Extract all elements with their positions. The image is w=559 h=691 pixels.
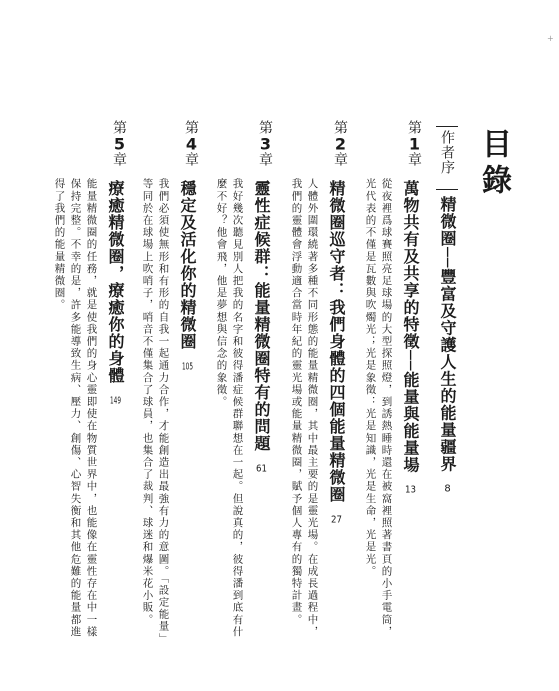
chapter-2-label: 第2章 xyxy=(332,120,348,168)
chapter-5-page-number: 149 xyxy=(110,396,121,406)
chapter-1-page-number: 13 xyxy=(405,485,416,496)
chapter-2-desc-line-2: 我們的靈體會浮動適合當時年紀的靈光場或能量精微圈，賦予個人專有的獨特計畫。 xyxy=(290,178,303,626)
chapter-4-desc-line-2: 等同於在球場上吹哨子，哨音不僅集合了球員，也集合了裁判、球迷和爆米花小販。 xyxy=(141,178,154,626)
chapter-2-title[interactable] xyxy=(328,180,344,525)
preface-title-text: 精微圈──豐富及守護人生的能量疆界 xyxy=(438,196,457,473)
chapter-5-label: 第5章 xyxy=(111,120,127,168)
chapter-5-title-text: 療癒精微圈，療癒你的身體 xyxy=(106,180,125,384)
chapter-2-title-text: 精微圈巡守者：我們身體的四個能量精微圈 xyxy=(327,180,346,503)
chapter-1-desc-line-1: 從夜裡爲球賽照亮足球場的大型探照燈，到誘熱睡時還在被窩裡照著書頁的小手電筒， xyxy=(380,178,393,638)
chapter-3-page-number: 61 xyxy=(256,464,267,474)
chapter-5-desc-line-3: 得了我們的能量精微圈。 xyxy=(53,178,66,312)
chapter-4-desc-line-1: 我們必須使無形和有形的自我一起通力合作，才能創造出最強有力的意圖。「設定能量」 xyxy=(157,178,170,645)
preface-page-number: 8 xyxy=(444,484,451,495)
chapter-1-title[interactable] xyxy=(402,180,418,495)
chapter-5-desc-line-2: 保持完整。不幸的是，許多能導致生病、壓力、創傷、心智失衡和其他危難的能量都進 xyxy=(69,178,82,638)
chapter-1-desc-line-2: 光代表的不僅是瓦數與吹燭光；光是象徵：光是知識，光是生命，光是光。 xyxy=(364,178,377,578)
chapter-4-title-text: 穩定及活化你的精微圈 xyxy=(178,180,197,350)
chapter-3-title-text: 靈性症候群：能量精微圈特有的問題 xyxy=(252,180,271,452)
chapter-3-desc-line-1: 我好幾次聽見別人把我的名字和彼得潘症候群聯想在一起。但說真的，彼得潘到底有什 xyxy=(231,178,244,638)
chapter-1-label: 第1章 xyxy=(406,120,422,168)
chapter-2-desc-line-1: 人體外圍環繞著多種不同形態的能量精微圈，其中最主要的是靈光場。在成長過程中， xyxy=(306,178,319,638)
chapter-1-title-text: 萬物共有及共享的特徵──能量與能量場 xyxy=(401,180,420,474)
preface-label-box xyxy=(436,126,458,190)
chapter-3-desc-line-2: 麼不好？他會飛，他是夢想與信念的象徵。 xyxy=(215,178,228,408)
chapter-2-page-number: 27 xyxy=(331,515,342,525)
chapter-4-page-number: 105 xyxy=(182,362,193,372)
preface-title[interactable] xyxy=(439,196,455,494)
chapter-5-title[interactable] xyxy=(107,180,123,406)
chapter-4-title[interactable] xyxy=(179,180,195,372)
chapter-4-label: 第4章 xyxy=(183,120,199,168)
chapter-5-desc-line-1: 能量精微圈的任務，就是使我們的身心靈即使在物質世界中，也能像在靈性存在中一樣 xyxy=(85,178,98,638)
chapter-3-title[interactable] xyxy=(253,180,269,474)
corner-registration-mark: + xyxy=(547,34,554,43)
chapter-3-label: 第3章 xyxy=(257,120,273,168)
toc-heading: 目錄 xyxy=(476,128,511,200)
preface-label: 作者序 xyxy=(439,130,455,175)
